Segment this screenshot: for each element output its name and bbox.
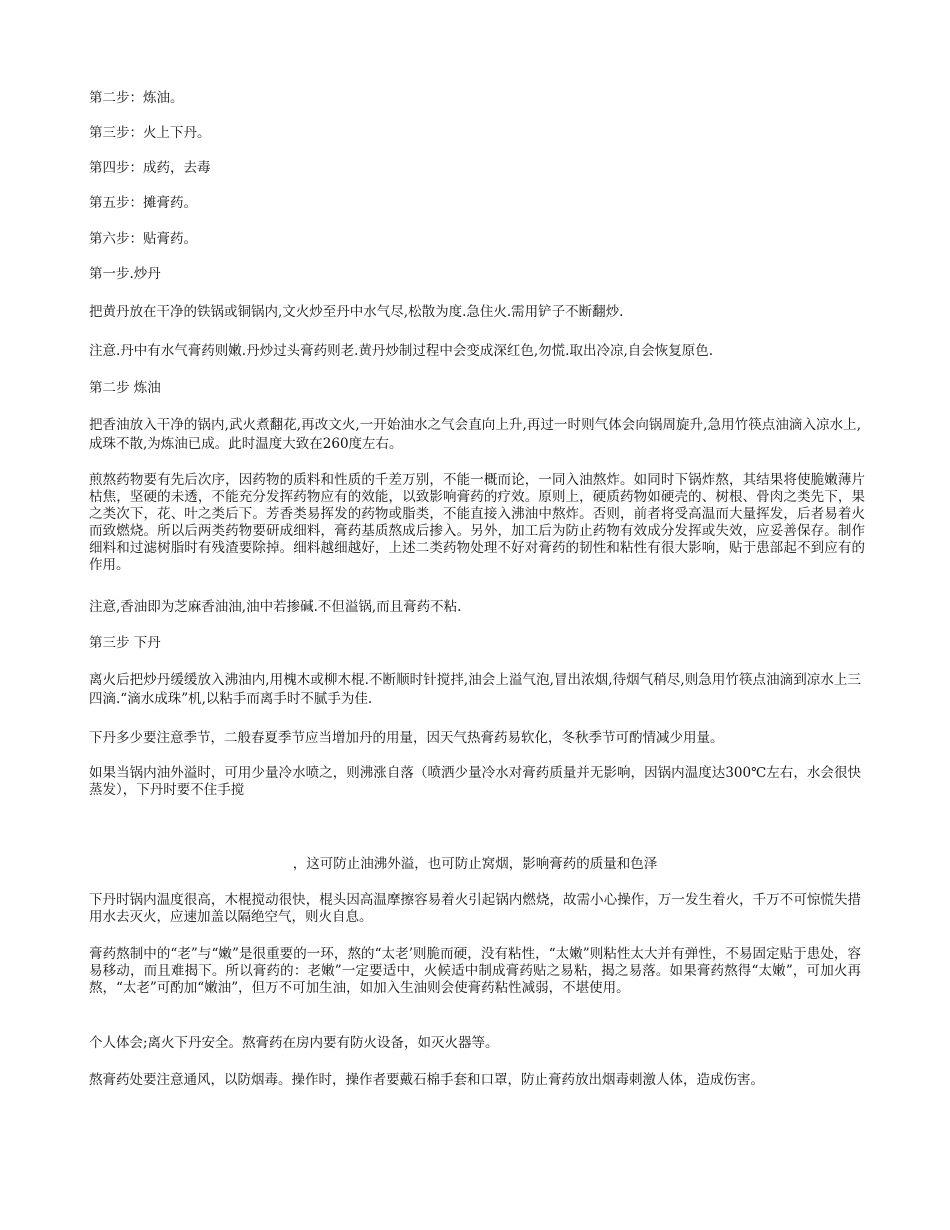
decoct-order-paragraph: 煎熬药物要有先后次序，因药物的质料和性质的千差万别，不能一概而论，一同入油熬炸。如同时下锅炸熬，其结果将使脆嫩薄片枯焦，坚硬的未透，不能充分发挥药物应有的效能，以致影响膏药的疗效。原则上，硬质药物如硬壳的、树根、骨肉之类先下，果之类次下，花、叶之类后下。芳香类易挥发的药物或脂类，不能直接入沸油中熬炸。否则，前者将受高温而大量挥发，后者易着火而致燃烧。所以后两类药物要研成细料，膏药基质熬成后掺入。另外，加工后为防止药物有效成分发挥或失效，应妥善保存。制作细料和过滤树脂时有残渣要除掉。细料越细越好，上述二类药物处理不好对膏药的韧性和粘性有很大影响，贴于患部起不到应有的作用。: [89, 472, 865, 573]
ventilation-paragraph: 熬膏药处要注意通风，以防烟毒。操作时，操作者要戴石棉手套和口罩，防止膏药放出烟毒刺激人体，造成伤害。: [89, 1072, 764, 1088]
step-6-heading: 第六步：贴膏药。: [89, 231, 197, 247]
refine-oil-paragraph: 把香油放入干净的锅内,武火煮翻花,再改文火,一开始油水之气会直向上升,再过一时则气体会向锅周旋升,急用竹筷点油滴入凉水上,成珠不散,为炼油已成。此时温度大致在260度左右。: [89, 417, 861, 452]
step-3-heading: 第三步：火上下丹。: [89, 125, 211, 141]
section-fry-dan-title: 第一步.炒丹: [89, 266, 161, 282]
section-add-dan-title: 第三步 下丹: [89, 635, 161, 651]
season-dan-amount-paragraph: 下丹多少要注意季节，二般春夏季节应当增加丹的用量，因天气热膏药易软化，冬秋季节可酌情减少用量。: [89, 730, 724, 746]
personal-experience-paragraph: 个人体会;离火下丹安全。熬膏药在房内要有防火设备，如灭火器等。: [89, 1035, 499, 1051]
fry-dan-note: 注意.丹中有水气膏药则嫩.丹炒过头膏药则老.黄丹炒制过程中会变成深红色,勿慌.取出冷凉,自会恢复原色.: [89, 343, 714, 359]
step-5-heading: 第五步：摊膏药。: [89, 195, 197, 211]
prevent-overflow-line: ，这可防止油沸外溢，也可防止窝烟，影响膏药的质量和色泽: [292, 856, 658, 872]
step-2-heading: 第二步：炼油。: [89, 90, 184, 106]
sesame-oil-note: 注意,香油即为芝麻香油油,油中若掺碱.不但溢锅,而且膏药不粘.: [89, 599, 462, 615]
fry-dan-paragraph: 把黄丹放在干净的铁锅或铜锅内,文火炒至丹中水气尽,松散为度.急住火.需用铲子不断翻炒.: [89, 304, 624, 320]
fire-safety-paragraph: 下丹时锅内温度很高，木棍搅动很快，棍头因高温摩擦容易着火引起锅内燃烧，故需小心操作，万一发生着火，千万不可惊慌失措用水去灭火，应速加盖以隔绝空气，则火自息。: [89, 892, 861, 925]
overflow-cold-water-paragraph: 如果当锅内油外溢时，可用少量冷水喷之，则沸涨自落（喷洒少量冷水对膏药质量并无影响，因锅内温度达300℃左右，水会很快蒸发），下丹时要不住手搅: [89, 765, 861, 798]
step-4-heading: 第四步：成药，去毒: [89, 160, 211, 176]
section-refine-oil-title: 第二步 炼油: [89, 380, 161, 396]
add-dan-paragraph: 离火后把炒丹缓缓放入沸油内,用槐木或柳木棍.不断顺时针搅拌,油会上溢气泡,冒出浓烟,待烟气稍尽,则急用竹筷点油滴到凉水上三四滴.“滴水成珠”机,以粘手而离手时不腻手为佳.: [89, 672, 861, 707]
old-tender-paragraph: 膏药熬制中的“老”与“嫩”是很重要的一环，熬的“太老’则脆而硬，没有粘性，“太嫩”则粘性太大并有弹性，不易固定贴于患处，容易移动，而且难揭下。所以膏药的：老嫩”一定要适中，火候适中制成膏药贴之易粘，揭之易落。如果膏药熬得“太嫩”，可加火再熬，“太老”可酌加“嫩油”，但万不可加生油，如加入生油则会使膏药粘性减弱，不堪使用。: [89, 946, 861, 996]
